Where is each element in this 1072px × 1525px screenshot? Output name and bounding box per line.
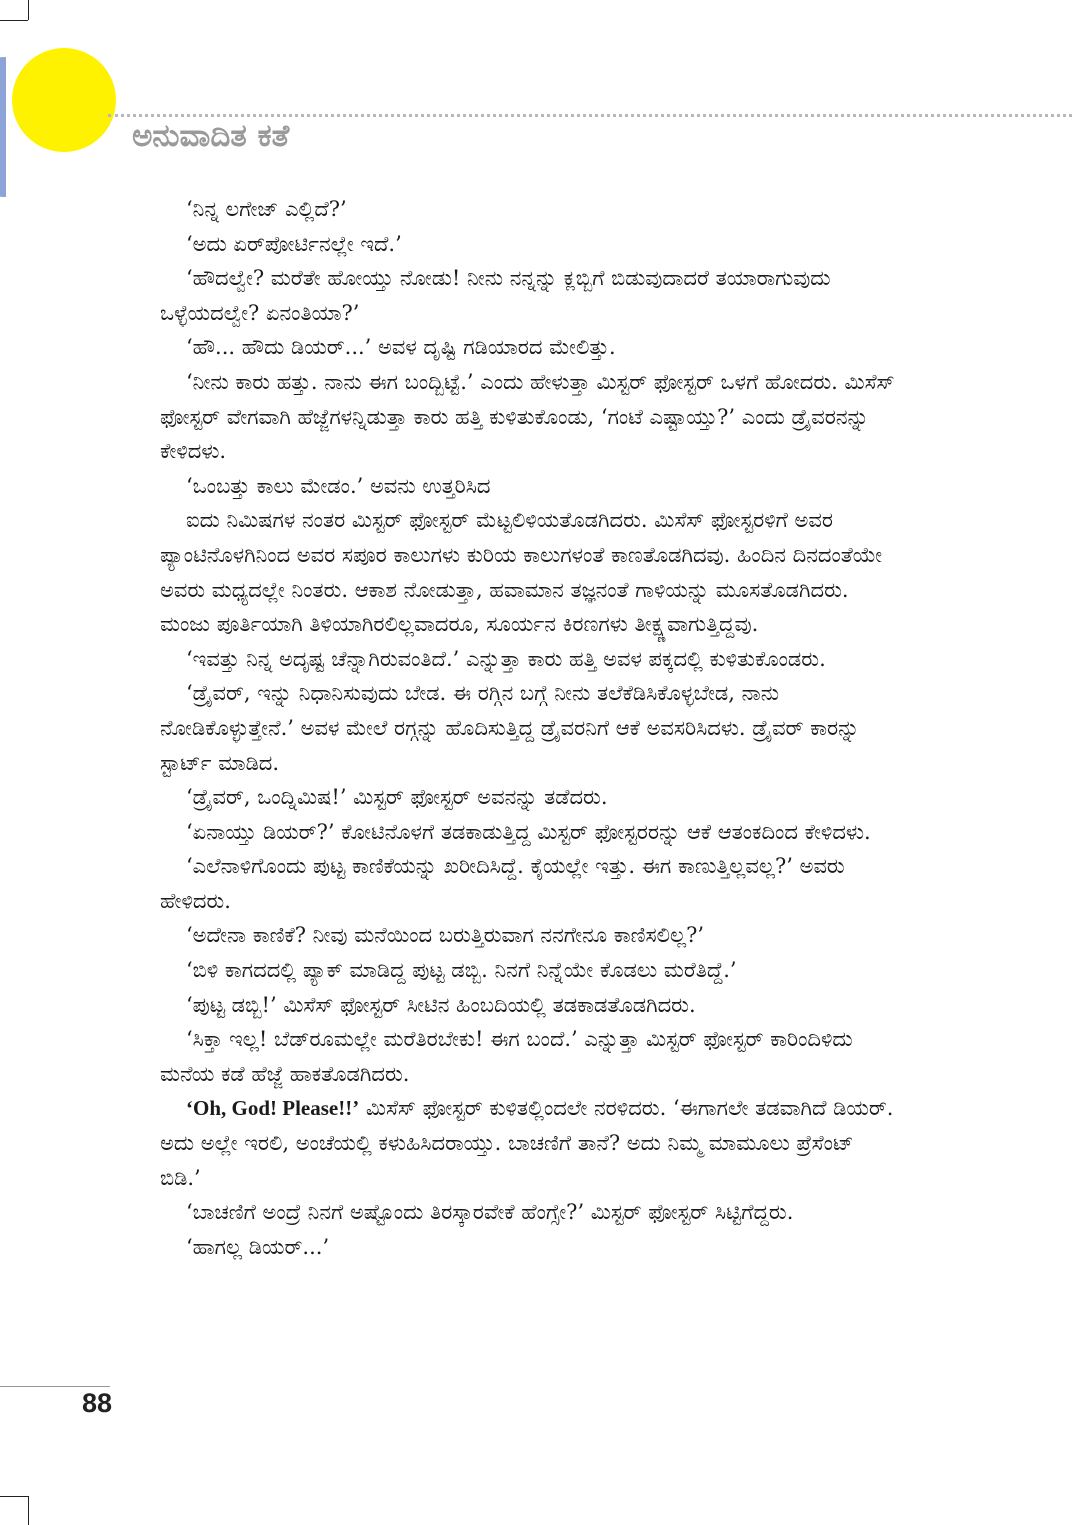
page-number: 88 [82, 1388, 113, 1418]
header-dotted-rule [108, 114, 1072, 117]
paragraph: ‘ಹೌದಲ್ವೇ? ಮರೆತೇ ಹೋಯ್ತು ನೋಡು! ನೀನು ನನ್ನನ್ನು ಕ್ಲಬ್ಬಿಗೆ ಬಿಡುವುದಾದರೆ ತಯಾರಾಗುವುದು ಒಳ್ಳೆಯದಲ್ವೇ? ಏನಂತಿಯಾ?’ [160, 266, 831, 325]
paragraph: ‘ಬಾಚಣಿಗೆ ಅಂದ್ರೆ ನಿನಗೆ ಅಷ್ಟೊಂದು ತಿರಸ್ಕಾರವೇಕೆ ಹೆಂಗ್ಸೇ?’ ಮಿಸ್ಟರ್ ಫೋಸ್ಟರ್ ಸಿಟ್ಟಿಗೆದ್ದರು. [186, 1200, 794, 1225]
crop-mark-top-vertical [28, 0, 29, 20]
paragraph: ‘ನೀನು ಕಾರು ಹತ್ತು. ನಾನು ಈಗ ಬಂದ್ಬಿಟ್ಟೆ.’ ಎಂದು ಹೇಳುತ್ತಾ ಮಿಸ್ಟರ್ ಫೋಸ್ಟರ್ ಒಳಗೆ ಹೋದರು. ಮಿಸೆಸ್ ಫೋಸ್ಟರ್ ವೇಗವಾಗಿ ಹೆಜ್ಜೆಗಳನ್ನಿಡುತ್ತಾ ಕಾರು ಹತ್ತಿ ಕುಳಿತುಕೊಂಡು, ‘ಗಂಟೆ ಎಷ್ಟಾಯ್ತು?’ ಎಂದು ಡ್ರೈವರನನ್ನು ಕೇಳಿದಳು. [160, 369, 895, 464]
footer-rule [0, 1386, 110, 1387]
paragraph: ‘ಅದು ಏರ್‌ಪೋರ್ಟಿನಲ್ಲೇ ಇದೆ.’ [186, 231, 402, 256]
paragraph-text: ಮಿಸೆಸ್ ಫೋಸ್ಟರ್ ಕುಳಿತಲ್ಲಿಂದಲೇ ನರಳಿದರು. ‘ಈಗಾಗಲೇ ತಡವಾಗಿದೆ ಡಿಯರ್. ಅದು ಅಲ್ಲೇ ಇರಲಿ, ಅಂಚೆಯಲ್ಲಿ ಕಳುಹಿಸಿದರಾಯ್ತು. ಬಾಚಣಿಗೆ ತಾನೆ? ಅದು ನಿಮ್ಮ ಮಾಮೂಲು ಪ್ರೆಸೆಂಟ್ ಬಿಡಿ.’ [160, 1096, 894, 1190]
paragraph: ‘ಇವತ್ತು ನಿನ್ನ ಅದೃಷ್ಟ ಚೆನ್ನಾಗಿರುವಂತಿದೆ.’ ಎನ್ನುತ್ತಾ ಕಾರು ಹತ್ತಿ ಅವಳ ಪಕ್ಕದಲ್ಲಿ ಕುಳಿತುಕೊಂಡರು. [186, 646, 826, 671]
crop-mark-bottom-vertical [28, 1496, 29, 1525]
paragraph: ‘ಬಿಳಿ ಕಾಗದದಲ್ಲಿ ಪ್ಯಾಕ್ ಮಾಡಿದ್ದ ಪುಟ್ಟ ಡಬ್ಬಿ. ನಿನಗೆ ನಿನ್ನೆಯೇ ಕೊಡಲು ಮರೆತಿದ್ದೆ.’ [186, 958, 737, 983]
paragraph: ‘ಸಿಕ್ತಾ ಇಲ್ಲ! ಬೆಡ್‌ರೂಮಲ್ಲೇ ಮರೆತಿರಬೇಕು! ಈಗ ಬಂದೆ.’ ಎನ್ನುತ್ತಾ ಮಿಸ್ಟರ್ ಫೋಸ್ಟರ್ ಕಾರಿಂದಿಳಿದು ಮನೆಯ ಕಡೆ ಹೆಜ್ಜೆ ಹಾಕತೊಡಗಿದರು. [160, 1027, 853, 1086]
paragraph: ಐದು ನಿಮಿಷಗಳ ನಂತರ ಮಿಸ್ಟರ್ ಫೋಸ್ಟರ್ ಮೆಟ್ಟಲಿಳಿಯತೊಡಗಿದರು. ಮಿಸೆಸ್ ಫೋಸ್ಟರಳಿಗೆ ಅವರ ಪ್ಯಾಂಟಿನೊಳಗಿನಿಂದ ಅವರ ಸಪೂರ ಕಾಲುಗಳು ಕುರಿಯ ಕಾಲುಗಳಂತೆ ಕಾಣತೊಡಗಿದವು. ಹಿಂದಿನ ದಿನದಂತೆಯೇ ಅವರು ಮಧ್ಯದಲ್ಲೇ ನಿಂತರು. ಆಕಾಶ ನೋಡುತ್ತಾ, ಹವಾಮಾನ ತಜ್ಞನಂತೆ ಗಾಳಿಯನ್ನು ಮೂಸತೊಡಗಿದರು. ಮಂಜು ಪೂರ್ತಿಯಾಗಿ ತಿಳಿಯಾಗಿರಲಿಲ್ಲವಾದರೂ, ಸೂರ್ಯನ ಕಿರಣಗಳು ತೀಕ್ಷ್ಣವಾಗುತ್ತಿದ್ದವು. [160, 508, 883, 637]
paragraph: ‘ಏನಾಯ್ತು ಡಿಯರ್?’ ಕೋಟಿನೊಳಗೆ ತಡಕಾಡುತ್ತಿದ್ದ ಮಿಸ್ಟರ್ ಫೋಸ್ಟರರನ್ನು ಆಕೆ ಆತಂಕದಿಂದ ಕೇಳಿದಳು. [186, 819, 871, 844]
crop-mark-bottom-horizontal [0, 1496, 28, 1497]
paragraph: ‘ಡ್ರೈವರ್, ಒಂದ್ನಿಮಿಷ!’ ಮಿಸ್ಟರ್ ಫೋಸ್ಟರ್ ಅವನನ್ನು ತಡೆದರು. [186, 785, 608, 810]
paragraph: ‘ಹೌ... ಹೌದು ಡಿಯರ್...’ ಅವಳ ದೃಷ್ಟಿ ಗಡಿಯಾರದ ಮೇಲಿತ್ತು. [186, 335, 616, 360]
paragraph: ‘ಒಂಬತ್ತು ಕಾಲು ಮೇಡಂ.’ ಅವನು ಉತ್ತರಿಸಿದ [186, 473, 491, 498]
section-title: ಅನುವಾದಿತ ಕತೆ [132, 118, 290, 154]
paragraph: ‘ಪುಟ್ಟ ಡಬ್ಬಿ!’ ಮಿಸೆಸ್ ಫೋಸ್ಟರ್ ಸೀಟಿನ ಹಿಂಬದಿಯಲ್ಲಿ ತಡಕಾಡತೊಡಗಿದರು. [186, 992, 696, 1017]
paragraph: ‘ಅದೇನಾ ಕಾಣಿಕೆ? ನೀವು ಮನೆಯಿಂದ ಬರುತ್ತಿರುವಾಗ ನನಗೇನೂ ಕಾಣಿಸಲಿಲ್ಲ?’ [186, 923, 705, 948]
english-exclamation: ‘Oh, God! Please!!’ [186, 1096, 360, 1121]
crop-mark-top-horizontal [0, 20, 28, 21]
paragraph-oh-god [160, 1091, 900, 1195]
paragraph: ‘ಡ್ರೈವರ್, ಇನ್ನು ನಿಧಾನಿಸುವುದು ಬೇಡ. ಈ ರಗ್ಗಿನ ಬಗ್ಗೆ ನೀನು ತಲೆಕೆಡಿಸಿಕೊಳ್ಳಬೇಡ, ನಾನು ನೋಡಿಕೊಳ್ಳುತ್ತೇನೆ.’ ಅವಳ ಮೇಲೆ ರಗ್ಗನ್ನು ಹೊದಿಸುತ್ತಿದ್ದ ಡ್ರೈವರನಿಗೆ ಆಕೆ ಅವಸರಿಸಿದಳು. ಡ್ರೈವರ್ ಕಾರನ್ನು ಸ್ಟಾರ್ಟ್ ಮಾಡಿದ. [160, 681, 860, 775]
decorative-yellow-circle [12, 48, 116, 152]
story-body [160, 192, 900, 1264]
paragraph: ‘ನಿನ್ನ ಲಗೇಜ್ ಎಲ್ಲಿದೆ?’ [186, 197, 347, 221]
paragraph: ‘ಎಲೆನಾಳಿಗೊಂದು ಪುಟ್ಟ ಕಾಣಿಕೆಯನ್ನು ಖರೀದಿಸಿದ್ದೆ. ಕೈಯಲ್ಲೇ ಇತ್ತು. ಈಗ ಕಾಣುತ್ತಿಲ್ಲವಲ್ಲ?’ ಅವರು ಹೇಳಿದರು. [160, 854, 845, 913]
paragraph: ‘ಹಾಗಲ್ಲ ಡಿಯರ್...’ [186, 1234, 330, 1259]
